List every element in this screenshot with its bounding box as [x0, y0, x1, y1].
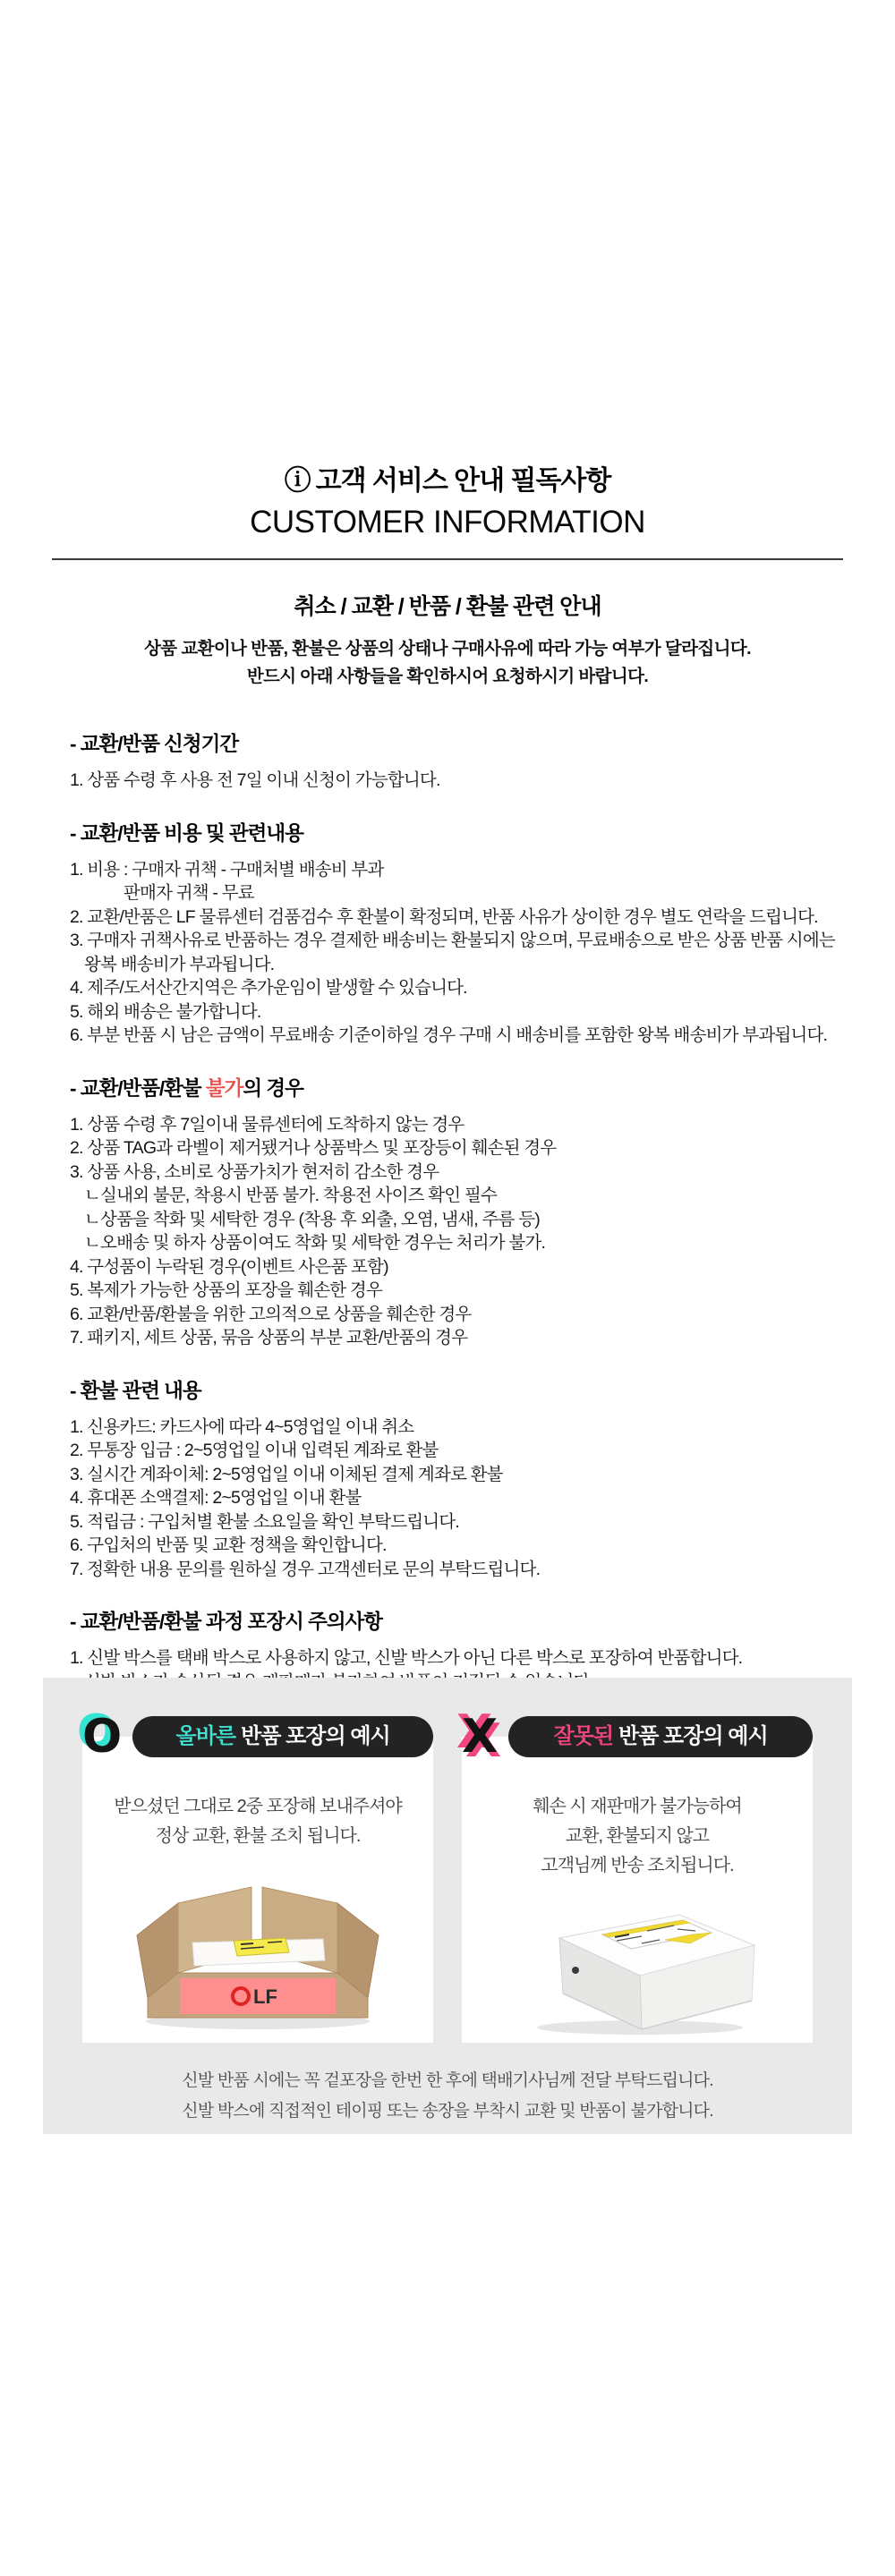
section-items — [70, 1113, 857, 1350]
page-title-text: 고객 서비스 안내 필독사항 — [315, 466, 611, 496]
policy-item: 6. 교환/반품/환불을 위한 고의적으로 상품을 훼손한 경우 — [70, 1304, 472, 1324]
wrong-badge-label: 반품 포장의 예시 — [618, 1724, 768, 1748]
section-title-pre: - 교환/반품/환불 과정 포장시 주의사항 — [70, 1611, 383, 1633]
section-items — [70, 1416, 857, 1582]
policy-item: 1. 상품 수령 후 7일이내 물류센터에 도착하지 않는 경우 — [70, 1114, 465, 1135]
policy-item: ㄴ상품을 착화 및 세탁한 경우 (착용 후 외출, 오염, 냄새, 주름 등) — [84, 1209, 540, 1229]
packaging-desc-line: 정상 교환, 환불 조치 됩니다. — [155, 1826, 361, 1846]
wrong-card — [462, 1737, 813, 2043]
packaging-columns — [43, 1678, 852, 2043]
policy-item: 1. 비용 : 구매자 귀책 - 구매처별 배송비 부과 — [70, 859, 384, 880]
policy-section — [70, 728, 857, 793]
policy-section — [70, 1375, 857, 1582]
policy-item: 1. 상품 수령 후 사용 전 7일 이내 신청이 가능합니다. — [70, 770, 440, 790]
section-title-pre: - 교환/반품/환불 — [70, 1076, 206, 1100]
policy-item: 3. 구매자 귀책사유로 반품하는 경우 결제한 배송비는 환불되지 않으며, 무료배송으로 받은 상품 반품 시에는 — [70, 931, 835, 950]
policy-item: 3. 상품 사용, 소비로 상품가치가 현저히 감소한 경우 — [70, 1161, 439, 1182]
notice-intro-line-2: 반드시 아래 사항들을 확인하시어 요청하시기 바랍니다. — [246, 667, 649, 686]
policy-item: 6. 구입처의 반품 및 교환 정책을 확인합니다. — [70, 1535, 387, 1555]
correct-badge-label: 반품 포장의 예시 — [241, 1724, 390, 1748]
correct-badge-highlight: 올바른 — [175, 1724, 236, 1748]
box-lf-logo: LF — [253, 1985, 277, 2008]
section-title — [70, 728, 857, 757]
policy-section — [70, 818, 857, 1048]
policy-item: 7. 정확한 내용 문의를 원하실 경우 고객센터로 문의 부탁드립니다. — [70, 1559, 541, 1579]
policy-item: 2. 교환/반품은 LF 물류센터 검품검수 후 환불이 확정되며, 반품 사유가 상이한 경우 별도 연락을 드립니다. — [70, 906, 818, 927]
page-subtitle: CUSTOMER INFORMATION — [250, 505, 645, 540]
policy-section — [70, 1073, 857, 1350]
packaging-example-panel — [43, 1678, 852, 2134]
page-header — [0, 0, 895, 540]
packaging-footer-line: 신발 반품 시에는 꼭 겉포장을 한번 한 후에 택배기사님께 전달 부탁드립니다. — [182, 2071, 713, 2090]
notice-title: 취소 / 교환 / 반품 / 환불 관련 안내 — [294, 594, 601, 619]
packaging-footer — [43, 2066, 852, 2127]
packaging-footer-line: 신발 박스에 직접적인 테이핑 또는 송장을 부착시 교환 및 반품이 불가합니다. — [182, 2102, 713, 2121]
packaging-desc-line: 받으셨던 그대로 2중 포장해 보내주셔야 — [114, 1797, 402, 1816]
section-title — [70, 1375, 857, 1404]
wrong-packaging-photo — [490, 1893, 785, 2038]
packaging-desc-line: 훼손 시 재판매가 불가능하여 — [533, 1797, 742, 1816]
policy-item: 6. 부분 반품 시 남은 금액이 무료배송 기준이하일 경우 구매 시 배송비를 포함한 왕복 배송비가 부과됩니다. — [70, 1025, 828, 1045]
policy-item: 5. 복제가 가능한 상품의 포장을 훼손한 경우 — [70, 1280, 382, 1300]
header-divider — [52, 558, 843, 560]
policy-item: 판매자 귀책 - 무료 — [124, 883, 254, 903]
policy-item: 2. 무통장 입금 : 2~5영업일 이내 입력된 계좌로 환불 — [70, 1441, 439, 1460]
policy-item: 3. 실시간 계좌이체: 2~5영업일 이내 이체된 결제 계좌로 환불 — [70, 1464, 503, 1484]
wrong-badge-highlight: 잘못된 — [553, 1724, 614, 1748]
policy-item: 4. 제주/도서산간지역은 추가운임이 발생할 수 있습니다. — [70, 978, 467, 998]
packaging-desc-line: 고객님께 반송 조치됩니다. — [541, 1856, 734, 1875]
policy-item: 4. 구성품이 누락된 경우(이벤트 사은품 포함) — [70, 1256, 388, 1277]
policy-item: 1. 신발 박스를 택배 박스로 사용하지 않고, 신발 박스가 아닌 다른 박스로 포장하여 반품합니다. — [70, 1648, 743, 1668]
page-title — [0, 458, 895, 497]
policy-item: 5. 해외 배송은 불가합니다. — [70, 1001, 261, 1022]
policy-sections — [70, 728, 857, 1718]
section-title-pre: - 교환/반품 신청기간 — [70, 733, 239, 755]
notice-intro — [0, 635, 895, 691]
section-title-pre: - 환불 관련 내용 — [70, 1379, 201, 1402]
policy-item: 5. 적립금 : 구입처별 환불 소요일을 확인 부탁드립니다. — [70, 1511, 460, 1532]
section-title-highlight: 불가 — [205, 1076, 243, 1100]
o-mark-icon: O — [82, 1710, 123, 1764]
wrong-packaging-column — [462, 1678, 813, 2043]
notice-intro-line-1: 상품 교환이나 반품, 환불은 상품의 상태나 구매사유에 따라 가능 여부가 달라집니다. — [144, 639, 751, 659]
policy-item: 1. 신용카드: 카드사에 따라 4~5영업일 이내 취소 — [70, 1416, 414, 1437]
section-title-post: 의 경우 — [243, 1076, 303, 1100]
correct-card — [82, 1737, 433, 2043]
packaging-desc-line: 교환, 환불되지 않고 — [565, 1826, 710, 1846]
info-icon: ⓘ — [284, 466, 311, 496]
correct-badge — [132, 1716, 433, 1757]
correct-desc — [91, 1792, 424, 1851]
policy-item: 4. 휴대폰 소액결제: 2~5영업일 이내 환불 — [70, 1488, 362, 1508]
section-title — [70, 1606, 857, 1635]
policy-item: ㄴ오배송 및 하자 상품이여도 착화 및 세탁한 경우는 처리가 불가. — [84, 1233, 546, 1253]
correct-packaging-photo — [110, 1864, 405, 2032]
wrong-desc — [471, 1792, 804, 1881]
section-title — [70, 818, 857, 846]
correct-packaging-column — [82, 1678, 433, 2043]
notice-block — [0, 589, 895, 691]
section-title — [70, 1073, 857, 1101]
section-title-pre: - 교환/반품 비용 및 관련내용 — [70, 821, 303, 845]
wrong-header — [462, 1710, 813, 1764]
x-mark-icon: X — [462, 1710, 499, 1764]
correct-header — [82, 1710, 433, 1764]
section-items — [70, 769, 857, 793]
policy-item: 7. 패키지, 세트 상품, 묶음 상품의 부분 교환/반품의 경우 — [70, 1328, 468, 1348]
policy-item: 왕복 배송비가 부과됩니다. — [84, 954, 275, 974]
policy-item: ㄴ실내외 불문, 착용시 반품 불가. 착용전 사이즈 확인 필수 — [84, 1186, 498, 1205]
wrong-badge — [508, 1716, 813, 1757]
policy-item: 2. 상품 TAG과 라벨이 제거됐거나 상품박스 및 포장등이 훼손된 경우 — [70, 1138, 557, 1158]
section-items — [70, 858, 857, 1048]
